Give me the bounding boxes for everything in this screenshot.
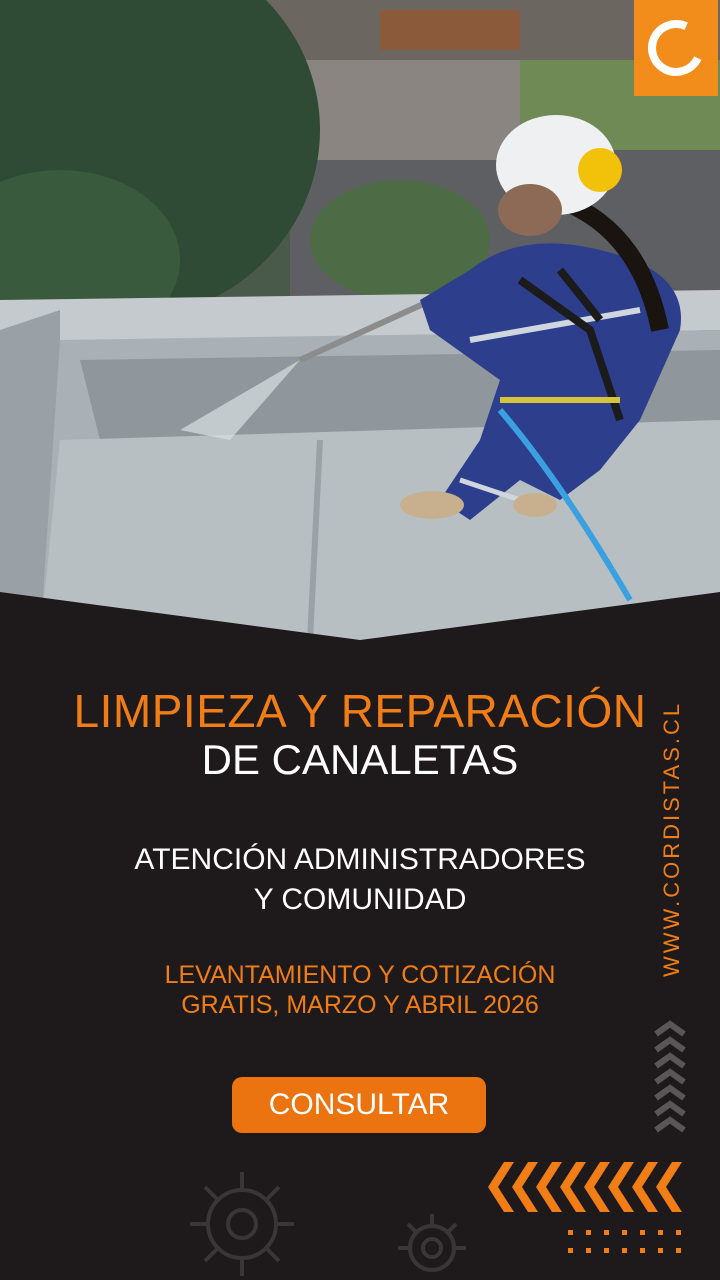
offer-line-2: GRATIS, MARZO Y ABRIL 2026 xyxy=(181,991,539,1019)
gear-icon xyxy=(186,1168,298,1280)
offer-line-1: LEVANTAMIENTO Y COTIZACIÓN xyxy=(164,961,556,989)
audience-line-1: ATENCIÓN ADMINISTRADORES xyxy=(134,843,586,876)
headline-primary: LIMPIEZA Y REPARACIÓN xyxy=(73,685,647,737)
headline-secondary: DE CANALETAS xyxy=(201,736,519,783)
website-url[interactable]: WWW.CORDISTAS.CL xyxy=(659,700,684,977)
small-gear-icon xyxy=(396,1212,468,1280)
chevron-left-stack-icon xyxy=(486,1160,686,1214)
consultar-button[interactable]: CONSULTAR xyxy=(232,1077,486,1133)
chevron-up-stack-icon xyxy=(652,1018,688,1142)
brand-logo[interactable] xyxy=(634,0,718,96)
cordistas-c-logo-icon xyxy=(640,12,712,84)
dot-grid-decoration xyxy=(566,1228,690,1258)
audience-line-2: Y COMUNIDAD xyxy=(253,883,467,916)
